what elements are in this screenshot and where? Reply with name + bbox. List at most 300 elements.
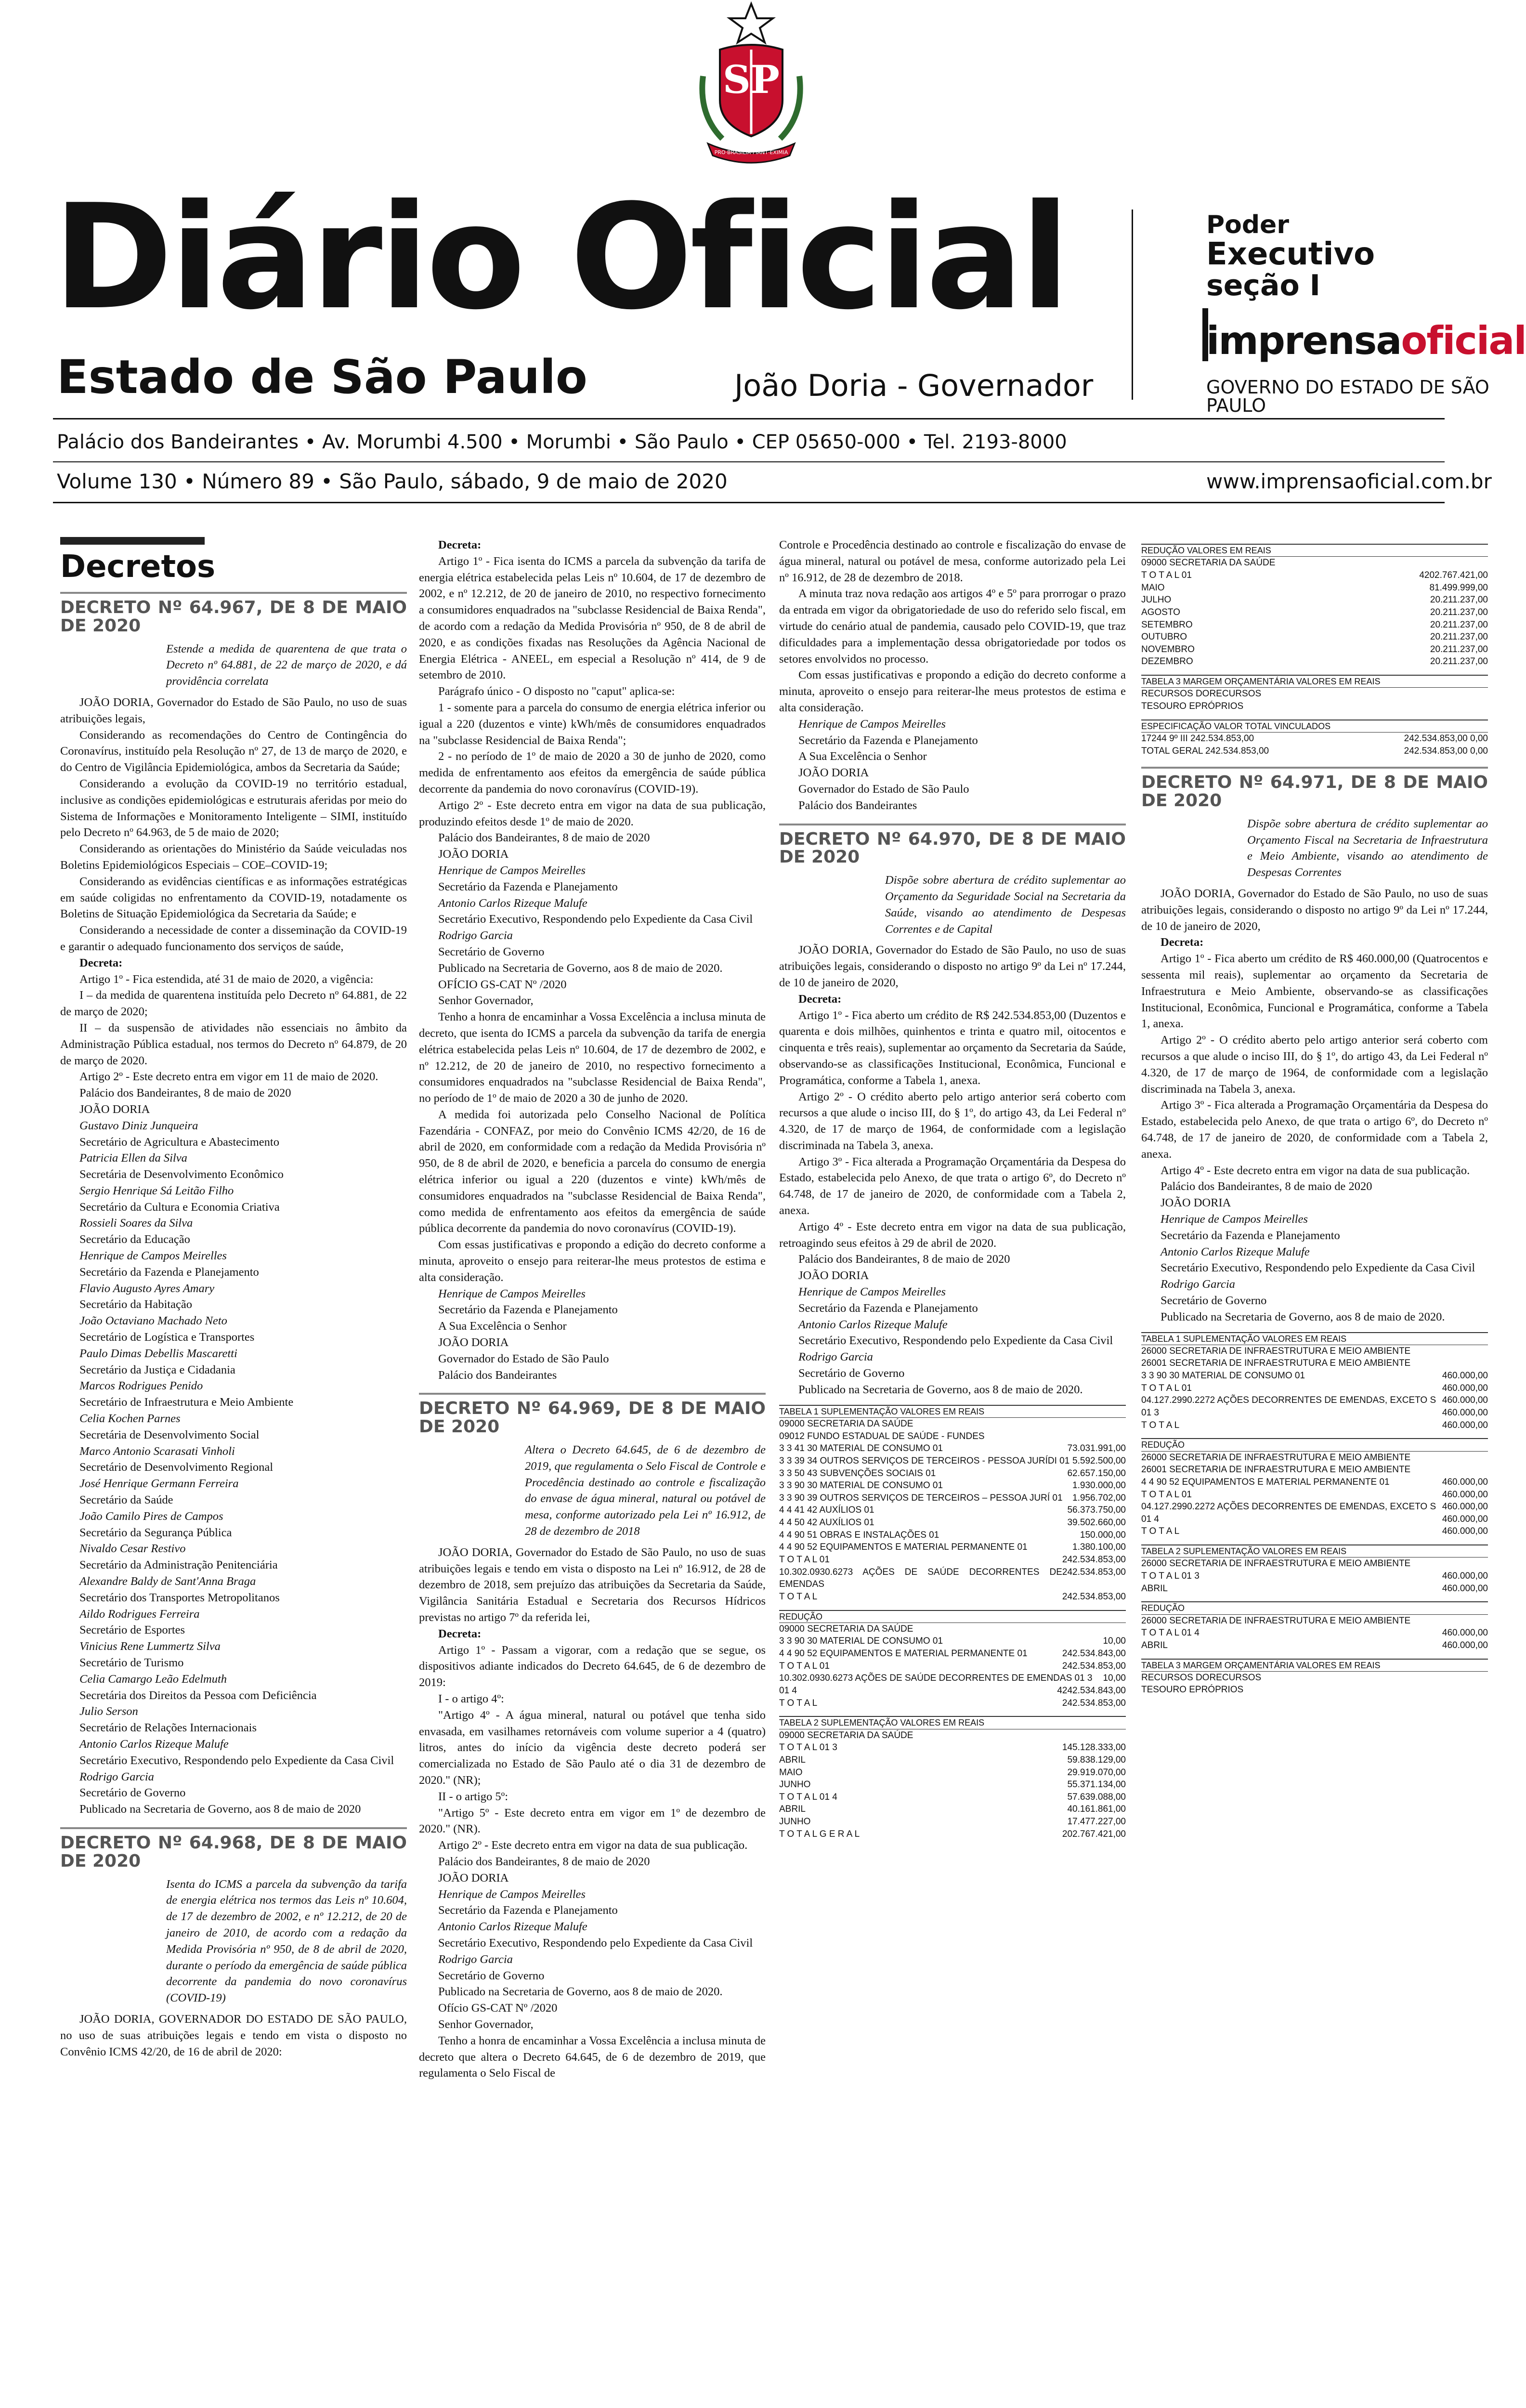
table-row [779, 1591, 1126, 1603]
signer-name: Vinicius Rene Lummertz Silva [79, 1640, 221, 1653]
signer-role: Secretário de Infraestrutura e Meio Ambiente [79, 1396, 294, 1409]
signer-role: Secretário da Educação [79, 1233, 190, 1246]
decreta: Decreta: [438, 1627, 482, 1640]
table-cell: 01 3 [1141, 1408, 1159, 1418]
signer-name: João Octaviano Machado Neto [79, 1314, 227, 1328]
table-value: 242.534.853,00 0,00 [1404, 733, 1488, 744]
table-cell: 3 3 90 30 MATERIAL DE CONSUMO 01 [779, 1480, 943, 1491]
item: II - o artigo 5º: [438, 1790, 509, 1803]
table-row [1141, 569, 1488, 582]
table-row [1141, 1419, 1488, 1432]
article: Artigo 1º - Fica aberto um crédito de R$ 242.534.853,00 (Duzentos e quarenta e dois milhões, quinhentos e trinta e quatro mil, oitocentos e cinquenta e três reais), suplementar ao orçamento da Secretaria da Saúde, observando-se as classificações Institucional, Econômica, Funcional e Programática, conforme a Tabela 1, anexa. [779, 1008, 1126, 1087]
poder-executivo-block [1206, 212, 1375, 301]
paragraph: JOÃO DORIA, Governador do Estado de São Paulo, no uso de suas atribuições legais, considerando o disposto no artigo 9º da Lei nº 17.244, de 10 de janeiro de 2020, [779, 943, 1126, 989]
table-cell: T O T A L 01 [1141, 570, 1192, 580]
table-value: 460.000,00 [1442, 1502, 1488, 1512]
item: I - o artigo 4º: [438, 1692, 504, 1705]
table-header: REDUÇÃO [779, 1611, 1126, 1623]
table-value: 150.000,00 [1080, 1530, 1126, 1540]
signer-role: Secretário da Segurança Pública [79, 1526, 232, 1539]
table-value: 460.000,00 [1442, 1383, 1488, 1393]
article: Artigo 2º - Este decreto entra em vigor em 11 de maio de 2020. [79, 1070, 378, 1084]
imprensa-word: imprensa [1206, 318, 1401, 363]
table-row [779, 1779, 1126, 1791]
signer-role: Secretário da Fazenda e Planejamento [798, 733, 978, 747]
table-row [1141, 1570, 1488, 1583]
signature-list [60, 1118, 407, 1801]
signer-name: Julio Serson [79, 1705, 138, 1718]
addressee: Palácio dos Bandeirantes [798, 798, 917, 812]
table-row [779, 1635, 1126, 1648]
table-cell: T O T A L G E R A L [779, 1829, 860, 1839]
table-row [779, 1767, 1126, 1779]
signer-role: Secretário da Justiça e Cidadania [79, 1363, 235, 1376]
table-row [779, 1554, 1126, 1566]
table-cell: 01 4 [1141, 1514, 1159, 1524]
governo-label: GOVERNO DO ESTADO DE SÃO PAULO [1206, 377, 1489, 416]
paragraph: Considerando a evolução da COVID-19 no território estadual, inclusive as condições epidemiológicas e estruturais aferidas por meio do Sistema de Informações e Monitoramento Inteligente – SIMI, instituído pelo Decreto nº 64.963, de 5 de maio de 2020; [60, 777, 407, 839]
palacio-line: Palácio dos Bandeirantes, 8 de maio de 2020 [798, 1253, 1010, 1266]
paragraph: JOÃO DORIA, Governador do Estado de São Paulo, no uso de suas atribuições legais, considerando o disposto no artigo 9º da Lei nº 17.244, de 10 de janeiro de 2020, [1141, 887, 1488, 933]
address-line: Palácio dos Bandeirantes • Av. Morumbi 4.500 • Morumbi • São Paulo • CEP 05650-000 • Tel. 2193-8000 [57, 431, 1067, 453]
table-value: 20.211.237,00 [1430, 644, 1488, 654]
decree-ementa: Altera o Decreto 64.645, de 6 de dezembro de 2019, que regulamenta o Selo Fiscal de Controle e Procedência destinado ao controle e fiscalização do envase de água mineral, natural ou potável de mesa, conforme autorizado pela Lei nº 16.912, de 28 de dezembro de 2018 [525, 1443, 766, 1538]
signer-role: Secretária de Desenvolvimento Econômico [79, 1168, 284, 1181]
table-cell: ABRIL [779, 1804, 806, 1815]
table-value: 460.000,00 [1442, 1420, 1488, 1430]
table-cell: TOTAL GERAL 242.534.853,00 [1141, 746, 1269, 756]
paragraph: Controle e Procedência destinado ao controle e fiscalização do envase de água mineral, natural ou potável de mesa, conforme autorizado pela Lei nº 16.912, de 28 de dezembro de 2018. [779, 538, 1126, 584]
executivo-label: Executivo [1206, 236, 1375, 272]
table-cell: 4 4 90 51 OBRAS E INSTALAÇÕES 01 [779, 1530, 939, 1540]
addressee: JOÃO DORIA [438, 1336, 509, 1349]
table-cell: MAIO [779, 1767, 803, 1778]
table-cell: 4 4 90 52 EQUIPAMENTOS E MATERIAL PERMANENTE 01 [1141, 1477, 1390, 1487]
svg-text:SP: SP [723, 57, 780, 102]
table-row [1141, 606, 1488, 619]
signer-role: Secretário de Esportes [79, 1623, 185, 1637]
table-row [779, 1541, 1126, 1554]
article: Artigo 1º - Fica estendida, até 31 de maio de 2020, a vigência: [79, 972, 374, 986]
signer-role: Secretário Executivo, Respondendo pelo Expediente da Casa Civil [79, 1754, 394, 1767]
article: Artigo 1º - Fica aberto um crédito de R$ 460.000,00 (Quatrocentos e sessenta mil reais), suplementar ao orçamento da Secretaria de Infraestrutura e Meio Ambiente, observando-se as classificações Institucional, Econômica, Funcional e Programática, conforme a Tabela 1, anexa. [1141, 952, 1488, 1031]
table-row [779, 1492, 1126, 1505]
table-value: 29.919.070,00 [1067, 1767, 1126, 1778]
masthead-title: Diário Oficial [53, 173, 1067, 341]
table-header: TABELA 1 SUPLEMENTAÇÃO VALORES EM REAIS [779, 1406, 1126, 1418]
table-value: 460.000,00 [1442, 1514, 1488, 1524]
table-row [779, 1479, 1126, 1492]
paragraph: JOÃO DORIA, Governador do Estado de São Paulo, no uso de suas atribuições legais e tendo em vista o disposto na Lei nº 16.912, de 28 de dezembro de 2018, sem prejuízo das atribuições da Secretaria da Saúde, Vigilância Sanitária Estadual e Secretaria dos Recursos Hídricos previstas no artigo 7º da referida lei, [419, 1545, 766, 1624]
decree-64968-title: DECRETO Nº 64.968, DE 8 DE MAIO DE 2020 [60, 1827, 407, 1871]
table-cell: 09012 FUNDO ESTADUAL DE SAÚDE - FUNDES [779, 1431, 985, 1441]
signer-name: Celia Camargo Leão Edelmuth [79, 1672, 227, 1686]
table-header: TABELA 3 MARGEM ORÇAMENTÁRIA VALORES EM REAIS [1141, 1660, 1488, 1672]
article: Artigo 2º - Este decreto entra em vigor na data de sua publicação, produzindo efeitos desde 1º de maio de 2020. [419, 798, 766, 828]
signer-name: Patricia Ellen da Silva [79, 1152, 187, 1165]
table-cell: T O T A L 01 [779, 1661, 830, 1671]
article: Artigo 1º - Passam a vigorar, com a redação que se segue, os dispositivos adiante indicados do Decreto 64.645, de 6 de dezembro de 2019: [419, 1643, 766, 1689]
table-header: TABELA 2 SUPLEMENTAÇÃO VALORES EM REAIS [779, 1717, 1126, 1729]
article: Artigo 4º - Este decreto entra em vigor na data de sua publicação, retroagindo seus efeitos à 29 de abril de 2020. [779, 1220, 1126, 1250]
table-value: 202.767.421,00 [1062, 1829, 1126, 1839]
table-row [1141, 1672, 1488, 1684]
table-cell: T O T A L [779, 1698, 818, 1708]
governor-name: João Doria - Governador [734, 368, 1094, 403]
table-cell: ABRIL [1141, 1640, 1168, 1650]
masthead-divider [1132, 209, 1133, 400]
table-cell: T O T A L 01 [1141, 1383, 1192, 1393]
palacio-line: Palácio dos Bandeirantes, 8 de maio de 2020 [438, 1855, 650, 1868]
table-cell: MAIO [1141, 582, 1165, 593]
decree-ementa: Dispõe sobre abertura de crédito suplementar ao Orçamento Fiscal na Secretaria de Infraestrutura e Meio Ambiente, visando ao atendimento de Despesas Correntes [1247, 817, 1488, 879]
table-cell: 26001 SECRETARIA DE INFRAESTRUTURA E MEIO AMBIENTE [1141, 1358, 1411, 1369]
signer-name: Henrique de Campos Meirelles [79, 1249, 227, 1263]
table-row [1141, 1476, 1488, 1489]
table-cell: 10.302.0930.6273 AÇÕES DE SAÚDE DECORRENTES DE EMENDAS 01 3 [779, 1673, 1093, 1684]
table-value: 5.592.500,00 [1072, 1455, 1126, 1466]
paragraph: Considerando as orientações do Ministério da Saúde veiculadas nos Boletins Epidemiológicos Especiais – COE–COVID-19; [60, 842, 407, 872]
table-value: 460.000,00 [1442, 1640, 1488, 1650]
table-row [779, 1697, 1126, 1710]
table-cell: 26000 SECRETARIA DE INFRAESTRUTURA E MEIO AMBIENTE [1141, 1452, 1411, 1463]
table-row [779, 1791, 1126, 1804]
table-cell: 3 3 41 30 MATERIAL DE CONSUMO 01 [779, 1443, 943, 1454]
paragraph: Com essas justificativas e propondo a edição do decreto conforme a minuta, aproveito o ensejo para reiterar-lhe meus protestos de estima e alta consideração. [779, 668, 1126, 714]
item: 1 - somente para a parcela do consumo de energia elétrica inferior ou igual a 220 (duzentos e vinte) kWh/mês de consumidores enquadrados na "subclasse Residencial de Baixa Renda"; [419, 701, 766, 747]
governor-sign: JOÃO DORIA [79, 1102, 150, 1116]
table-cell: 3 3 90 39 OUTROS SERVIÇOS DE TERCEIROS – PESSOA JURÍ 01 [779, 1492, 1063, 1503]
table-cell: 4 4 90 52 EQUIPAMENTOS E MATERIAL PERMANENTE 01 [779, 1649, 1028, 1659]
table-value: 10,00 [1103, 1636, 1126, 1647]
table-value: 1.930.000,00 [1072, 1480, 1126, 1491]
table-cell: JUNHO [779, 1817, 811, 1827]
decree-64970-title: DECRETO Nº 64.970, DE 8 DE MAIO DE 2020 [779, 824, 1126, 867]
signer-name: Rodrigo Garcia [438, 1952, 513, 1966]
budget-table [1141, 1601, 1488, 1651]
signer-role: Secretário Executivo, Respondendo pelo Expediente da Casa Civil [438, 913, 753, 926]
signer-name: Rodrigo Garcia [1161, 1278, 1235, 1291]
table-row [1141, 1583, 1488, 1595]
signer-name: Henrique de Campos Meirelles [438, 1887, 586, 1901]
table-value: 56.373.750,00 [1067, 1505, 1126, 1516]
signer-name: Marcos Rodrigues Penido [79, 1379, 203, 1393]
table-cell: T O T A L 01 [1141, 1489, 1192, 1500]
signer-name: Rossieli Soares da Silva [79, 1217, 193, 1230]
table-cell: T O T A L 01 3 [1141, 1571, 1200, 1582]
table-cell: OUTUBRO [1141, 632, 1187, 642]
signer-role: Secretário da Fazenda e Planejamento [798, 1301, 978, 1315]
table-row [1141, 1452, 1488, 1464]
budget-table [779, 1405, 1126, 1603]
table-row [1141, 1407, 1488, 1419]
budget-table [1141, 1332, 1488, 1432]
table-cell: 26000 SECRETARIA DE INFRAESTRUTURA E MEIO AMBIENTE [1141, 1558, 1411, 1569]
table-row [1141, 700, 1488, 713]
table-row [1141, 1501, 1488, 1513]
table-value: 57.639.088,00 [1067, 1792, 1126, 1802]
table-row [1141, 1489, 1488, 1501]
table-value: 242.534.853,00 [1062, 1554, 1126, 1565]
table-cell: 3 3 50 43 SUBVENÇÕES SOCIAIS 01 [779, 1468, 936, 1479]
table-cell: 3 3 39 34 OUTROS SERVIÇOS DE TERCEIROS - PESSOA JURÍDI 01 [779, 1455, 1070, 1466]
signer-name: Antonio Carlos Rizeque Malufe [438, 896, 587, 910]
signer-name: Antonio Carlos Rizeque Malufe [79, 1737, 229, 1751]
table-row [779, 1672, 1126, 1685]
table-row [779, 1685, 1126, 1697]
table-value: 460.000,00 [1442, 1477, 1488, 1487]
masthead-subtitle: Estado de São Paulo [57, 350, 587, 404]
decree-ementa: Estende a medida de quarentena de que trata o Decreto nº 64.881, de 22 de março de 2020, e dá providência correlata [166, 642, 407, 688]
table-cell: 26001 SECRETARIA DE INFRAESTRUTURA E MEIO AMBIENTE [1141, 1465, 1411, 1475]
addressee: JOÃO DORIA [798, 766, 869, 780]
table-row [779, 1566, 1126, 1591]
signer-name: Marco Antonio Scarasati Vinholi [79, 1444, 235, 1458]
table-cell: RECURSOS DORECURSOS [1141, 689, 1262, 699]
table-cell: T O T A L 01 4 [779, 1792, 837, 1802]
table-cell: ABRIL [1141, 1583, 1168, 1594]
decreta: Decreta: [438, 538, 482, 551]
decreta: Decreta: [798, 992, 842, 1006]
addressee: Palácio dos Bandeirantes [438, 1368, 557, 1382]
table-value: 59.838.129,00 [1067, 1754, 1126, 1765]
signer-role: Secretário Executivo, Respondendo pelo Expediente da Casa Civil [798, 1334, 1113, 1348]
decree-64967-title: DECRETO Nº 64.967, DE 8 DE MAIO DE 2020 [60, 592, 407, 635]
table-value: 20.211.237,00 [1430, 595, 1488, 605]
signer-role: Secretário de Turismo [79, 1656, 184, 1669]
table-value: 20.211.237,00 [1430, 619, 1488, 630]
signer-name: Antonio Carlos Rizeque Malufe [1161, 1245, 1310, 1258]
table-value: 460.000,00 [1442, 1408, 1488, 1418]
table-cell: 01 4 [779, 1686, 797, 1696]
table-value: 460.000,00 [1442, 1628, 1488, 1638]
decree-64969-title: DECRETO Nº 64.969, DE 8 DE MAIO DE 2020 [419, 1393, 766, 1436]
table-cell: 4 4 90 52 EQUIPAMENTOS E MATERIAL PERMANENTE 01 [779, 1542, 1028, 1553]
table-value: 39.502.660,00 [1067, 1518, 1126, 1528]
signer-name: João Camilo Pires de Campos [79, 1509, 223, 1523]
signer-name: Celia Kochen Parnes [79, 1412, 181, 1426]
article: Artigo 2º - O crédito aberto pelo artigo anterior será coberto com recursos a que alude o inciso III, do § 1º, do artigo 43, da Lei Federal nº 4.320, de 17 de março de 1964, de conformidade com a legislação discriminada na Tabela 3, anexa. [779, 1090, 1126, 1152]
table-cell: 09000 SECRETARIA DA SAÚDE [779, 1418, 913, 1429]
table-cell: AGOSTO [1141, 607, 1180, 617]
table-value: 460.000,00 [1442, 1395, 1488, 1406]
signer-role: Secretário da Fazenda e Planejamento [438, 880, 618, 893]
budget-table [1141, 675, 1488, 713]
secao-label: seção I [1206, 268, 1320, 302]
article: Artigo 4º - Este decreto entra em vigor na data de sua publicação. [1161, 1164, 1470, 1177]
table-cell: T O T A L [1141, 1526, 1180, 1537]
table-row [779, 1418, 1126, 1430]
table-value: 55.371.134,00 [1067, 1780, 1126, 1790]
signer-name: Sergio Henrique Sá Leitão Filho [79, 1184, 234, 1197]
governor-sign: JOÃO DORIA [438, 1871, 509, 1885]
signer-role: Secretário de Governo [79, 1786, 186, 1800]
signer-role: Secretário de Governo [1161, 1294, 1267, 1307]
table-cell: 04.127.2990.2272 AÇÕES DECORRENTES DE EMENDAS, EXCETO S [1141, 1395, 1436, 1406]
table-cell: 17244 9º III 242.534.853,00 [1141, 733, 1254, 744]
table-cell: JULHO [1141, 595, 1172, 605]
paragraph: Parágrafo único - O disposto no "caput" aplica-se: [438, 685, 675, 698]
table-row [1141, 1513, 1488, 1526]
signer-role: Secretário de Governo [438, 945, 545, 958]
table-row [1141, 643, 1488, 656]
table-header: TABELA 3 MARGEM ORÇAMENTÁRIA VALORES EM REAIS [1141, 676, 1488, 688]
column-3 [779, 537, 1126, 2382]
column-4 [1141, 537, 1488, 2382]
table-row [779, 1504, 1126, 1517]
table-header: TABELA 2 SUPLEMENTAÇÃO VALORES EM REAIS [1141, 1545, 1488, 1557]
table-cell: 10.302.0930.6273 AÇÕES DE SAÚDE DECORRENTES DE EMENDAS [779, 1567, 1062, 1590]
addressee: Governador do Estado de São Paulo [798, 782, 969, 796]
table-row [1141, 1627, 1488, 1639]
table-row [1141, 745, 1488, 758]
table-cell: 09000 SECRETARIA DA SAÚDE [779, 1730, 913, 1741]
article: Artigo 2º - O crédito aberto pelo artigo anterior será coberto com recursos a que alude o inciso III, do § 1º, do artigo 43, da Lei Federal nº 4.320, de 17 de março de 1964, de conformidade com a legislação discriminada na Tabela 3, anexa. [1141, 1034, 1488, 1096]
table-row [779, 1467, 1126, 1480]
article: Artigo 1º - Fica isenta do ICMS a parcela da subvenção da tarifa de energia elétrica estabelecida pelas Leis nº 10.604, de 17 de dezembro de 2002, e nº 12.212, de 20 de janeiro de 2010, no respectivo fornecimento a consumidores enquadrados na "subclasse Residencial de Baixa Renda", de acordo com a redação da Medida Provisória nº 950, de 8 de abril de 2020, e as condições fixadas nas Resoluções da Agência Nacional de Energia Elétrica - ANEEL, em especial a Resolução nº 414, de 9 de setembro de 2010. [419, 554, 766, 682]
publication-line: Publicado na Secretaria de Governo, aos 8 de maio de 2020. [798, 1383, 1083, 1396]
budget-table [1141, 544, 1488, 668]
table-value: 20.211.237,00 [1430, 607, 1488, 617]
governor-sign: JOÃO DORIA [438, 848, 509, 861]
table-cell: DEZEMBRO [1141, 656, 1193, 667]
signer-role: Secretária de Desenvolvimento Social [79, 1428, 260, 1441]
table-row [1141, 557, 1488, 569]
signer-name: Henrique de Campos Meirelles [438, 1287, 586, 1300]
table-row [1141, 1382, 1488, 1395]
signer-role: Secretário de Governo [438, 1969, 545, 1982]
rule [53, 418, 1445, 419]
signer-role: Secretário de Relações Internacionais [79, 1721, 257, 1735]
signer-role: Secretário Executivo, Respondendo pelo Expediente da Casa Civil [1161, 1261, 1475, 1275]
publication-line: Publicado na Secretaria de Governo, aos 8 de maio de 2020. [1161, 1310, 1445, 1323]
signer-role: Secretário de Logística e Transportes [79, 1331, 255, 1344]
paragraph: Com essas justificativas e propondo a edição do decreto conforme a minuta, aproveito o ensejo para reiterar-lhe meus protestos de estima e alta consideração. [419, 1238, 766, 1284]
table-row [1141, 1525, 1488, 1538]
table-value: 81.499.999,00 [1429, 582, 1488, 593]
table-row [1141, 631, 1488, 643]
addressee: A Sua Excelência o Senhor [438, 1320, 567, 1333]
table-cell: RECURSOS DORECURSOS [1141, 1672, 1262, 1683]
table-row [1141, 1394, 1488, 1407]
signer-name: Paulo Dimas Debellis Mascaretti [79, 1347, 237, 1360]
table-cell: TESOURO EPRÓPRIOS [1141, 1685, 1244, 1695]
publication-line: Publicado na Secretaria de Governo, aos 8 de maio de 2020. [438, 961, 723, 975]
palacio-line: Palácio dos Bandeirantes, 8 de maio de 2020 [438, 831, 650, 845]
signer-name: Alexandre Baldy de Sant'Anna Braga [79, 1575, 256, 1588]
signer-name: Antonio Carlos Rizeque Malufe [438, 1920, 587, 1934]
table-value: 4242.534.843,00 [1057, 1686, 1126, 1696]
table-row [1141, 1464, 1488, 1476]
budget-table [1141, 720, 1488, 758]
paragraph: Tenho a honra de encaminhar a Vossa Excelência a inclusa minuta de decreto, que isenta do ICMS a parcela da subvenção da tarifa de energia elétrica estabelecida pelas Leis nº 10.604, de 17 de dezembro de 2002, e nº 12.212, de 20 de janeiro de 2010, no respectivo fornecimento a consumidores enquadrados na "subclasse Residencial de Baixa Renda", no período de 1º de maio de 2020 a 30 de junho de 2020. [419, 1010, 766, 1105]
table-value: 4202.767.421,00 [1419, 570, 1488, 580]
publication-line: Publicado na Secretaria de Governo, aos 8 de maio de 2020. [438, 1985, 723, 1999]
paragraph: A medida foi autorizada pelo Conselho Nacional de Política Fazendária - CONFAZ, por meio do Convênio ICMS 42/20, de 16 de abril de 2020, em conformidade com a redação da Medida Provisória nº 950, de 8 de abril de 2020, e beneficia a parcela do consumo de energia elétrica inferior ou igual a 220 (duzentos e vinte) kWh/mês de consumidores enquadrados na "subclasse Residencial de Baixa Renda", como medida de enfrentamento aos efeitos da emergência de saúde pública decorrente da pandemia do novo coronavírus (COVID-19). [419, 1108, 766, 1235]
table-value: 242.534.853,00 [1062, 1661, 1126, 1671]
rule [53, 502, 1445, 503]
table-value: 20.211.237,00 [1430, 632, 1488, 642]
table-value: 242.534.853,00 [1062, 1591, 1126, 1602]
table-row [779, 1741, 1126, 1754]
table-cell: SETEMBRO [1141, 619, 1193, 630]
table-row [1141, 582, 1488, 594]
table-cell: JUNHO [779, 1780, 811, 1790]
salutation: Senhor Governador, [438, 994, 534, 1008]
table-value: 242.534.843,00 [1062, 1649, 1126, 1659]
table-cell: ABRIL [779, 1754, 806, 1765]
table-row [779, 1828, 1126, 1841]
signer-role: Secretário da Saúde [79, 1493, 173, 1507]
table-cell: 04.127.2990.2272 AÇÕES DECORRENTES DE EMENDAS, EXCETO S [1141, 1502, 1436, 1512]
section-title: Decretos [60, 549, 216, 585]
table-header: REDUÇÃO [1141, 1439, 1488, 1451]
table-row [1141, 1557, 1488, 1570]
decree-ementa: Dispõe sobre abertura de crédito suplementar ao Orçamento da Seguridade Social na Secretaria da Saúde, visando ao atendimento de Despesas Correntes e de Capital [885, 874, 1126, 936]
signer-name: Gustavo Diniz Junqueira [79, 1119, 198, 1132]
table-cell: T O T A L 01 [779, 1554, 830, 1565]
table-header: TABELA 1 SUPLEMENTAÇÃO VALORES EM REAIS [1141, 1333, 1488, 1345]
table-row [779, 1623, 1126, 1636]
table-cell: T O T A L [1141, 1420, 1180, 1430]
rule [53, 461, 1445, 462]
table-value: 460.000,00 [1442, 1583, 1488, 1594]
signer-role: Secretário da Fazenda e Planejamento [438, 1904, 618, 1917]
table-header: REDUÇÃO VALORES EM REAIS [1141, 545, 1488, 557]
signer-name: Flavio Augusto Ayres Amary [79, 1282, 215, 1295]
paragraph: Considerando as recomendações do Centro de Contingência do Coronavírus, instituído pela Resolução nº 27, de 13 de março de 2020, e do Centro de Vigilância Epidemiológica, ambos da Secretaria da Saúde; [60, 728, 407, 774]
governor-sign: JOÃO DORIA [798, 1269, 869, 1283]
table-value: 242.534.853,00 0,00 [1404, 746, 1488, 756]
column-1 [60, 537, 407, 2382]
paragraph: Tenho a honra de encaminhar a Vossa Excelência a inclusa minuta de decreto que altera o Decreto 64.645, de 6 de dezembro de 2019, que regulamenta o Selo Fiscal de [419, 2034, 766, 2080]
table-row [779, 1455, 1126, 1467]
table-value: 460.000,00 [1442, 1571, 1488, 1582]
signer-name: Rodrigo Garcia [798, 1350, 873, 1364]
table-value: 10,00 [1103, 1673, 1126, 1684]
table-cell: TESOURO EPRÓPRIOS [1141, 701, 1244, 711]
sp-coat-of-arms [693, 4, 809, 163]
decreta: Decreta: [1161, 936, 1204, 949]
table-cell: 4 4 41 42 AUXÍLIOS 01 [779, 1505, 874, 1516]
signer-name: Antonio Carlos Rizeque Malufe [798, 1318, 948, 1331]
table-row [779, 1816, 1126, 1828]
article: Artigo 3º - Fica alterada a Programação Orçamentária da Despesa do Estado, estabelecida pelo Anexo, de que trata o artigo 6º, do Decreto nº 64.748, de 17 de janeiro de 2020, de conformidade com a Tabela 2, anexa. [779, 1155, 1126, 1217]
column-2 [419, 537, 766, 2382]
article: Artigo 3º - Fica alterada a Programação Orçamentária da Despesa do Estado, estabelecida pelo Anexo, de que trata o artigo 6º, do Decreto nº 64.748, de 17 de janeiro de 2020, de conformidade com a Tabela 2, anexa. [1141, 1099, 1488, 1161]
signer-role: Secretário da Habitação [79, 1298, 192, 1311]
table-value: 17.477.227,00 [1067, 1817, 1126, 1827]
table-row [1141, 1639, 1488, 1652]
table-cell: 09000 SECRETARIA DA SAÚDE [1141, 558, 1276, 568]
svg-text:PRO·BRASILIA·FIANT·EXIMIA: PRO·BRASILIA·FIANT·EXIMIA [714, 149, 788, 156]
signer-role: Secretário da Cultura e Economia Criativa [79, 1200, 280, 1214]
signer-role: Secretário dos Transportes Metropolitanos [79, 1591, 280, 1604]
publication-line: Publicado na Secretaria de Governo, aos 8 de maio de 2020 [79, 1803, 361, 1816]
table-value: 242.534.853,00 [1062, 1698, 1126, 1708]
signer-name: Henrique de Campos Meirelles [798, 1285, 946, 1299]
table-value: 1.380.100,00 [1072, 1542, 1126, 1553]
item: I – da medida de quarentena instituída pelo Decreto nº 64.881, de 22 de março de 2020; [60, 989, 407, 1019]
budget-table [1141, 1544, 1488, 1595]
item: II – da suspensão de atividades não essenciais no âmbito da Administração Pública estadual, nos termos do Decreto nº 64.879, de 20 de março de 2020. [60, 1021, 407, 1067]
website-link[interactable]: www.imprensaoficial.com.br [1206, 470, 1492, 493]
table-cell: 26000 SECRETARIA DE INFRAESTRUTURA E MEIO AMBIENTE [1141, 1615, 1411, 1626]
paragraph: JOÃO DORIA, Governador do Estado de São Paulo, no uso de suas atribuições legais, [60, 695, 407, 725]
signer-name: Nivaldo Cesar Restivo [79, 1542, 186, 1556]
table-row [1141, 619, 1488, 631]
budget-table [1141, 1438, 1488, 1538]
